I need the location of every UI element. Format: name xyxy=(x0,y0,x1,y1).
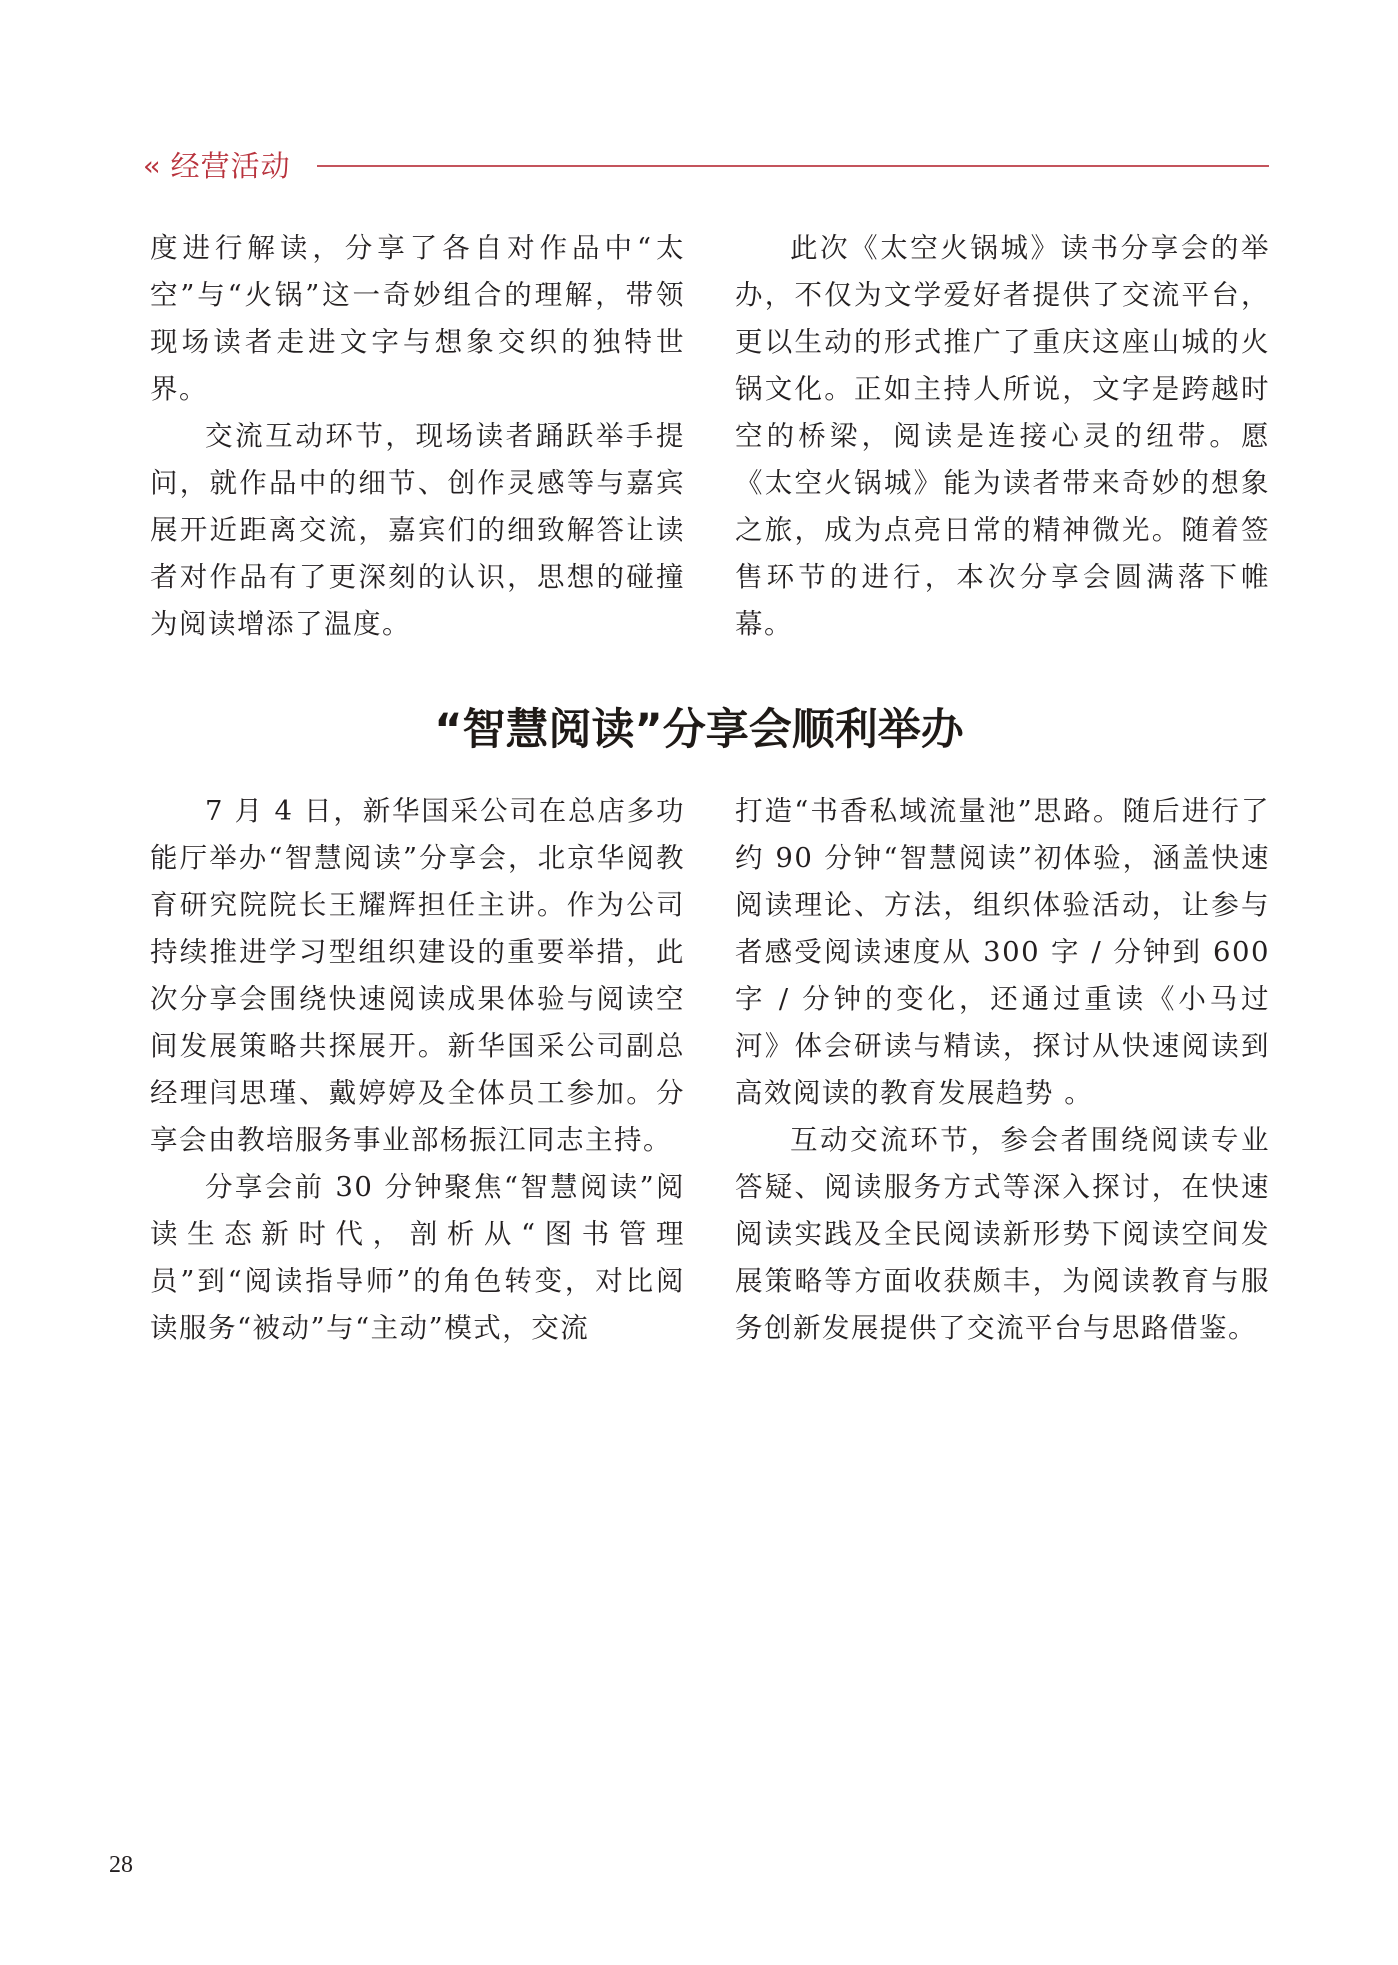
article2-right-column xyxy=(735,788,1270,1352)
paragraph: 分享会前 30 分钟聚焦“智慧阅读”阅读生态新时代，剖析从“图书管理员”到“阅读指导师”的角色转变，对比阅读服务“被动”与“主动”模式，交流 xyxy=(150,1171,685,1344)
paragraph: 度进行解读，分享了各自对作品中“太空”与“火锅”这一奇妙组合的理解，带领现场读者走进文字与想象交织的独特世界。 xyxy=(150,232,685,405)
article1-right-column xyxy=(735,225,1270,648)
paragraph: 互动交流环节，参会者围绕阅读专业答疑、阅读服务方式等深入探讨，在快速阅读实践及全民阅读新形势下阅读空间发展策略等方面收获颇丰，为阅读教育与服务创新发展提供了交流平台与思路借鉴。 xyxy=(735,1124,1270,1344)
header-rule-divider xyxy=(317,165,1269,167)
article1-left-column xyxy=(150,225,685,648)
paragraph: 打造“书香私域流量池”思路。随后进行了约 90 分钟“智慧阅读”初体验，涵盖快速阅读理论、方法，组织体验活动，让参与者感受阅读速度从 300 字 / 分钟到 600 字 / 分钟的变化，还通过重读《小马过河》体会研读与精读，探讨从快速阅读到高效阅读的教育发展趋势 。 xyxy=(735,795,1270,1109)
page-number: 28 xyxy=(109,1852,133,1878)
section-header xyxy=(143,146,1269,186)
double-chevron-left-icon: ‹‹ xyxy=(143,150,157,182)
section-label: 经营活动 xyxy=(170,148,291,183)
paragraph: 交流互动环节，现场读者踊跃举手提问，就作品中的细节、创作灵感等与嘉宾展开近距离交流，嘉宾们的细致解答让读者对作品有了更深刻的认识，思想的碰撞为阅读增添了温度。 xyxy=(150,420,685,640)
paragraph: 此次《太空火锅城》读书分享会的举办，不仅为文学爱好者提供了交流平台，更以生动的形式推广了重庆这座山城的火锅文化。正如主持人所说，文字是跨越时空的桥梁，阅读是连接心灵的纽带。愿《太空火锅城》能为读者带来奇妙的想象之旅，成为点亮日常的精神微光。随着签售环节的进行，本次分享会圆满落下帷幕。 xyxy=(735,232,1270,640)
article2-left-column xyxy=(150,788,685,1352)
paragraph: 7 月 4 日，新华国采公司在总店多功能厅举办“智慧阅读”分享会，北京华阅教育研究院院长王耀辉担任主讲。作为公司持续推进学习型组织建设的重要举措，此次分享会围绕快速阅读成果体验与阅读空间发展策略共探展开。新华国采公司副总经理闫思瑾、戴婷婷及全体员工参加。分享会由教培服务事业部杨振江同志主持。 xyxy=(150,795,685,1156)
article-title: “智慧阅读”分享会顺利举办 xyxy=(434,705,964,755)
